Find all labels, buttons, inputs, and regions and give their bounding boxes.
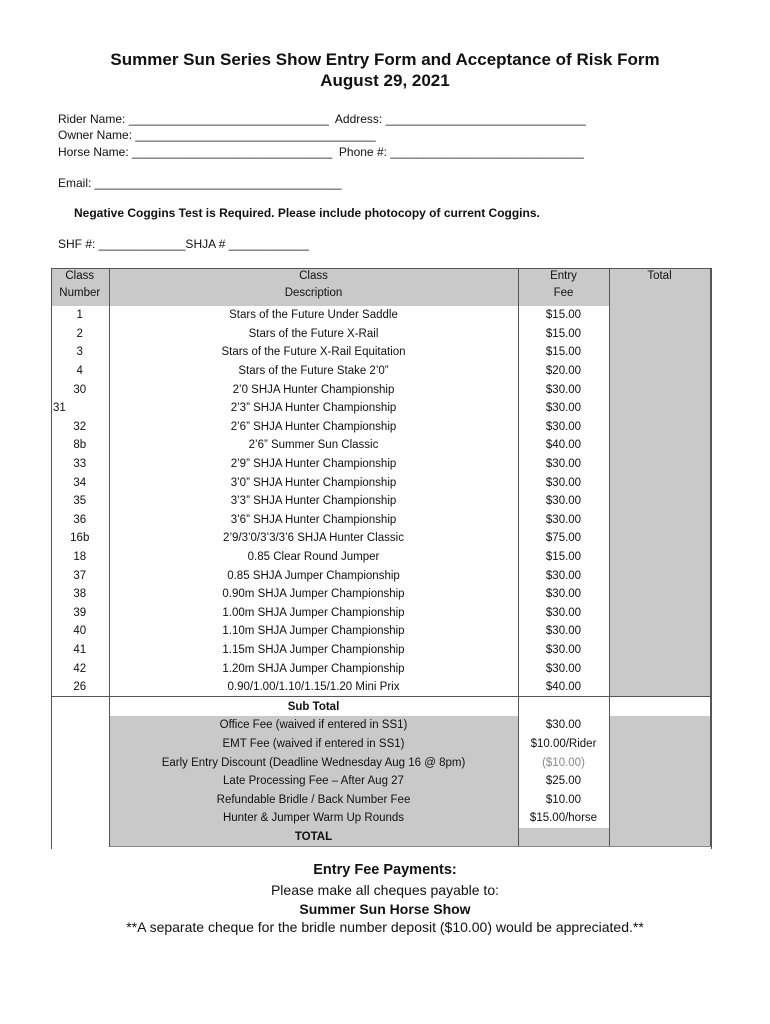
entry-fee-cell: $30.00 bbox=[518, 418, 609, 437]
total-input-cell[interactable] bbox=[609, 548, 710, 567]
entry-fee-cell: $30.00 bbox=[518, 604, 609, 623]
class-number-cell: 32 bbox=[51, 418, 109, 437]
class-number-cell: 37 bbox=[51, 566, 109, 585]
extra-fee-amount: $10.00/Rider bbox=[518, 735, 609, 754]
table-row bbox=[51, 622, 710, 641]
class-number-cell: 3 bbox=[51, 343, 109, 362]
extra-fee-description: EMT Fee (waived if entered in SS1) bbox=[109, 735, 518, 754]
table-row bbox=[51, 399, 710, 418]
entry-fee-cell: $30.00 bbox=[518, 473, 609, 492]
subtotal-input-cell[interactable] bbox=[609, 697, 710, 716]
class-description-cell: 2’6” Summer Sun Classic bbox=[109, 436, 518, 455]
class-description-cell: 1.00m SHJA Jumper Championship bbox=[109, 604, 518, 623]
class-description-cell: 1.10m SHJA Jumper Championship bbox=[109, 622, 518, 641]
class-number-cell: 35 bbox=[51, 492, 109, 511]
class-description-cell: 2’3” SHJA Hunter Championship bbox=[109, 399, 518, 418]
class-number-cell: 38 bbox=[51, 585, 109, 604]
rider-address-line[interactable]: Rider Name: ______________________________ Address: ______________________________ bbox=[58, 112, 586, 126]
class-description-cell: 1.20m SHJA Jumper Championship bbox=[109, 659, 518, 678]
class-description-cell: 0.85 Clear Round Jumper bbox=[109, 548, 518, 567]
total-input-cell[interactable] bbox=[609, 418, 710, 437]
blank-cell bbox=[51, 716, 109, 735]
blank-cell bbox=[51, 772, 109, 791]
blank-cell bbox=[51, 753, 109, 772]
extra-fee-input-cell[interactable] bbox=[609, 772, 710, 791]
form-date: August 29, 2021 bbox=[320, 71, 450, 90]
class-number-cell: 2 bbox=[51, 325, 109, 344]
total-input-cell[interactable] bbox=[609, 585, 710, 604]
class-description-cell: 0.85 SHJA Jumper Championship bbox=[109, 566, 518, 585]
class-number-cell: 30 bbox=[51, 380, 109, 399]
subtotal-fee-cell bbox=[518, 697, 609, 716]
table-row bbox=[51, 678, 710, 697]
entry-fee-cell: $15.00 bbox=[518, 343, 609, 362]
blank-cell bbox=[51, 697, 109, 716]
entry-fee-cell: $40.00 bbox=[518, 436, 609, 455]
table-row bbox=[51, 641, 710, 660]
header-total: Total bbox=[609, 268, 710, 306]
class-number-cell: 40 bbox=[51, 622, 109, 641]
table-row bbox=[51, 325, 710, 344]
entry-fee-table bbox=[51, 268, 711, 847]
class-description-cell: 3’0” SHJA Hunter Championship bbox=[109, 473, 518, 492]
extra-fee-input-cell[interactable] bbox=[609, 790, 710, 809]
class-description-cell: 2’9/3’0/3’3/3’6 SHJA Hunter Classic bbox=[109, 529, 518, 548]
class-description-cell: 1.15m SHJA Jumper Championship bbox=[109, 641, 518, 660]
total-input-cell[interactable] bbox=[609, 622, 710, 641]
class-number-cell: 16b bbox=[51, 529, 109, 548]
extra-fee-description: Office Fee (waived if entered in SS1) bbox=[109, 716, 518, 735]
extra-fee-amount: $25.00 bbox=[518, 772, 609, 791]
class-description-cell: 0.90/1.00/1.10/1.15/1.20 Mini Prix bbox=[109, 678, 518, 697]
class-description-cell: 2’6” SHJA Hunter Championship bbox=[109, 418, 518, 437]
entry-fee-cell: $30.00 bbox=[518, 492, 609, 511]
class-number-cell: 36 bbox=[51, 511, 109, 530]
total-input-cell[interactable] bbox=[609, 641, 710, 660]
extra-fee-description: Late Processing Fee – After Aug 27 bbox=[109, 772, 518, 791]
total-input-cell[interactable] bbox=[609, 511, 710, 530]
total-fee-cell bbox=[518, 828, 609, 847]
owner-line[interactable]: Owner Name: ____________________________________ bbox=[58, 128, 376, 142]
table-row bbox=[51, 418, 710, 437]
table-row bbox=[51, 604, 710, 623]
entry-fee-cell: $15.00 bbox=[518, 325, 609, 344]
table-row bbox=[51, 362, 710, 381]
total-input-cell[interactable] bbox=[609, 659, 710, 678]
blank-cell bbox=[51, 809, 109, 828]
table-row bbox=[51, 473, 710, 492]
total-input-cell[interactable] bbox=[609, 678, 710, 697]
entry-fee-cell: $30.00 bbox=[518, 511, 609, 530]
extra-fee-row bbox=[51, 772, 710, 791]
class-description-cell: 2’9” SHJA Hunter Championship bbox=[109, 455, 518, 474]
horse-phone-line[interactable]: Horse Name: ______________________________ Phone #: _____________________________ bbox=[58, 145, 584, 159]
extra-fee-input-cell[interactable] bbox=[609, 735, 710, 754]
total-input-cell[interactable] bbox=[609, 362, 710, 381]
extra-fee-row bbox=[51, 790, 710, 809]
header-fee-line1: Entry bbox=[550, 270, 577, 282]
entry-fee-cell: $40.00 bbox=[518, 678, 609, 697]
extra-fee-description: Refundable Bridle / Back Number Fee bbox=[109, 790, 518, 809]
bridle-deposit-note: **A separate cheque for the bridle number deposit ($10.00) would be appreciated.** bbox=[126, 919, 644, 935]
entry-fee-cell: $30.00 bbox=[518, 622, 609, 641]
entry-fee-cell: $15.00 bbox=[518, 306, 609, 325]
table-header-row bbox=[51, 268, 710, 306]
class-number-cell: 39 bbox=[51, 604, 109, 623]
extra-fee-description: Early Entry Discount (Deadline Wednesday Aug 16 @ 8pm) bbox=[109, 753, 518, 772]
class-description-cell: 3’3” SHJA Hunter Championship bbox=[109, 492, 518, 511]
table-row bbox=[51, 659, 710, 678]
class-number-cell: 4 bbox=[51, 362, 109, 381]
entry-fee-cell: $75.00 bbox=[518, 529, 609, 548]
grand-total-input-cell[interactable] bbox=[609, 828, 710, 847]
class-number-cell: 26 bbox=[51, 678, 109, 697]
class-description-cell: Stars of the Future Under Saddle bbox=[109, 306, 518, 325]
entry-fee-cell: $20.00 bbox=[518, 362, 609, 381]
table-row bbox=[51, 492, 710, 511]
header-entry-fee bbox=[518, 268, 609, 306]
class-description-cell: Stars of the Future X-Rail bbox=[109, 325, 518, 344]
table-row bbox=[51, 566, 710, 585]
class-description-cell: Stars of the Future Stake 2’0” bbox=[109, 362, 518, 381]
header-desc-line1: Class bbox=[299, 270, 328, 282]
extra-fee-input-cell[interactable] bbox=[609, 716, 710, 735]
header-class-number-line1: Class bbox=[65, 270, 95, 282]
header-class-description bbox=[109, 268, 518, 306]
class-number-cell: 34 bbox=[51, 473, 109, 492]
header-desc-line2: Description bbox=[284, 287, 343, 299]
table-row bbox=[51, 585, 710, 604]
extra-fee-input-cell[interactable] bbox=[609, 809, 710, 828]
total-input-cell[interactable] bbox=[609, 380, 710, 399]
total-input-cell[interactable] bbox=[609, 492, 710, 511]
extra-fee-row bbox=[51, 735, 710, 754]
total-row bbox=[51, 828, 710, 847]
class-number-cell: 8b bbox=[51, 436, 109, 455]
total-input-cell[interactable] bbox=[609, 529, 710, 548]
total-input-cell[interactable] bbox=[609, 455, 710, 474]
class-number-cell: 18 bbox=[51, 548, 109, 567]
table-row bbox=[51, 455, 710, 474]
form-title: Summer Sun Series Show Entry Form and Acceptance of Risk Form bbox=[110, 50, 660, 69]
table-row bbox=[51, 511, 710, 530]
class-description-cell: 2’0 SHJA Hunter Championship bbox=[109, 380, 518, 399]
table-row bbox=[51, 529, 710, 548]
table-row bbox=[51, 306, 710, 325]
table-row bbox=[51, 548, 710, 567]
entry-fee-cell: $30.00 bbox=[518, 455, 609, 474]
extra-fee-amount: $15.00/horse bbox=[518, 809, 609, 828]
extra-fee-amount: ($10.00) bbox=[518, 753, 609, 772]
payee-name: Summer Sun Horse Show bbox=[299, 901, 471, 917]
extra-fee-input-cell[interactable] bbox=[609, 753, 710, 772]
entry-fee-cell: $30.00 bbox=[518, 585, 609, 604]
entry-fee-cell: $30.00 bbox=[518, 659, 609, 678]
class-number-cell: 41 bbox=[51, 641, 109, 660]
entry-fee-cell: $30.00 bbox=[518, 566, 609, 585]
extra-fee-row bbox=[51, 716, 710, 735]
coggins-notice: Negative Coggins Test is Required. Please include photocopy of current Coggins. bbox=[74, 206, 540, 220]
class-description-cell: Stars of the Future X-Rail Equitation bbox=[109, 343, 518, 362]
class-number-cell: 42 bbox=[51, 659, 109, 678]
class-number-cell: 33 bbox=[51, 455, 109, 474]
entry-fee-cell: $15.00 bbox=[518, 548, 609, 567]
extra-fee-row bbox=[51, 753, 710, 772]
total-input-cell[interactable] bbox=[609, 473, 710, 492]
payments-heading: Entry Fee Payments: bbox=[313, 862, 457, 878]
extra-fee-amount: $30.00 bbox=[518, 716, 609, 735]
blank-cell bbox=[51, 828, 109, 847]
subtotal-row bbox=[51, 697, 710, 716]
table-row bbox=[51, 380, 710, 399]
total-input-cell[interactable] bbox=[609, 399, 710, 418]
class-description-cell: 0.90m SHJA Jumper Championship bbox=[109, 585, 518, 604]
email-line[interactable]: Email: _____________________________________ bbox=[58, 176, 342, 190]
payable-line: Please make all cheques payable to: bbox=[270, 882, 500, 898]
entry-fee-cell: $30.00 bbox=[518, 380, 609, 399]
class-number-cell: 1 bbox=[51, 306, 109, 325]
total-input-cell[interactable] bbox=[609, 306, 710, 325]
table-row bbox=[51, 436, 710, 455]
table-row bbox=[51, 343, 710, 362]
total-input-cell[interactable] bbox=[609, 436, 710, 455]
blank-cell bbox=[51, 735, 109, 754]
total-input-cell[interactable] bbox=[609, 604, 710, 623]
extra-fee-row bbox=[51, 809, 710, 828]
extra-fee-amount: $10.00 bbox=[518, 790, 609, 809]
subtotal-label: Sub Total bbox=[109, 697, 518, 716]
total-label: TOTAL bbox=[109, 828, 518, 847]
blank-cell bbox=[51, 790, 109, 809]
total-input-cell[interactable] bbox=[609, 343, 710, 362]
shf-shja-line[interactable]: SHF #: _____________SHJA # ____________ bbox=[58, 237, 309, 251]
header-fee-line2: Fee bbox=[553, 287, 574, 299]
class-description-cell: 3’6” SHJA Hunter Championship bbox=[109, 511, 518, 530]
total-input-cell[interactable] bbox=[609, 325, 710, 344]
total-input-cell[interactable] bbox=[609, 566, 710, 585]
header-class-number-line2: Number bbox=[59, 287, 101, 299]
header-class-number bbox=[51, 268, 109, 306]
extra-fee-description: Hunter & Jumper Warm Up Rounds bbox=[109, 809, 518, 828]
entry-fee-cell: $30.00 bbox=[518, 641, 609, 660]
class-number-cell: 31 bbox=[51, 399, 109, 418]
entry-fee-cell: $30.00 bbox=[518, 399, 609, 418]
